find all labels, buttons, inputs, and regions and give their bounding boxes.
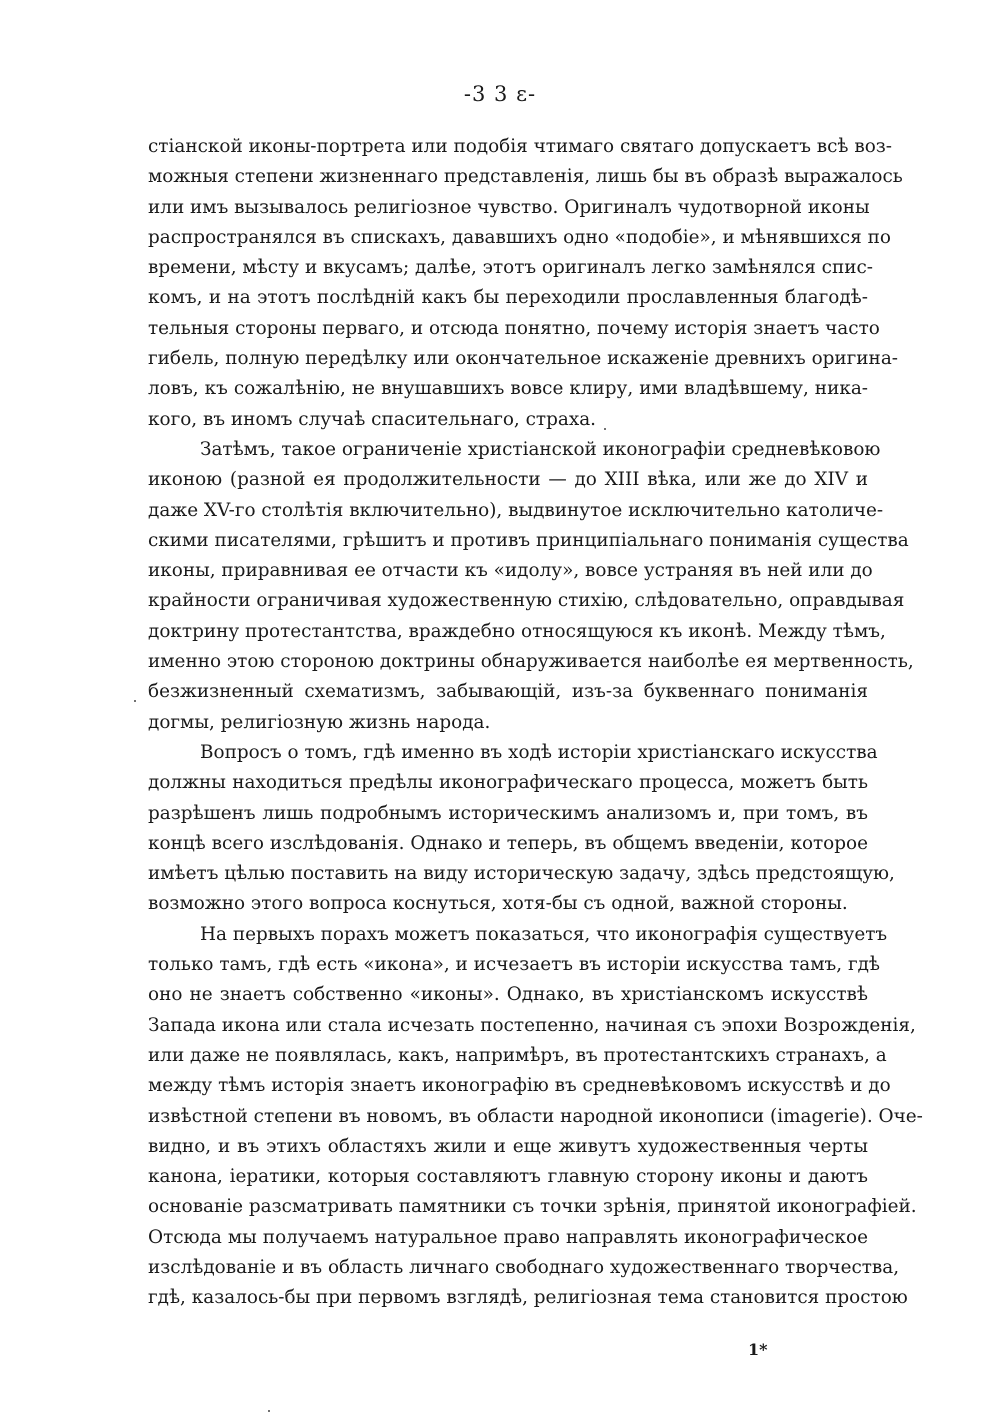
text-line: имѣетъ цѣлью поставить на виду историческую задачу, здѣсь предстоящую, [148,863,895,885]
signature-mark: 1* [748,1340,768,1359]
text-line: ловъ, къ сожалѣнію, не внушавшихъ вовсе клиру, ими владѣвшему, ника- [148,378,868,400]
text-line: Отсюда мы получаемъ натуральное право направлять иконографическое [148,1226,868,1248]
text-line: тельныя стороны перваго, и отсюда понятно, почему исторія знаетъ часто [148,317,880,339]
text-line: концѣ всего изслѣдованія. Однако и теперь, въ общемъ введеніи, которое [148,832,868,854]
text-line: распространялся въ спискахъ, дававшихъ одно «подобіе», и мѣнявшихся по [148,226,891,248]
text-line: между тѣмъ исторія знаетъ иконографію въ средневѣковомъ искусствѣ и до [148,1075,891,1097]
text-line: видно, и въ этихъ областяхъ жили и еще живутъ художественныя черты [148,1135,868,1157]
paragraph [148,435,914,738]
print-speck [268,1410,270,1412]
text-line: стіанской иконы-портрета или подобія чтимаго святаго допускаетъ всѣ воз- [148,136,893,157]
body-text [148,132,923,1314]
text-line: Затѣмъ, такое ограниченіе христіанской иконографіи средневѣковою [200,438,881,460]
text-line: канона, іератики, которыя составляютъ главную сторону иконы и даютъ [148,1166,868,1188]
text-line: только тамъ, гдѣ есть «икона», и исчезаетъ въ исторіи искусства тамъ, гдѣ [148,954,880,976]
text-line: догмы, религіозную жизнь народа. [148,711,491,733]
text-line: На первыхъ порахъ можетъ показаться, что иконографія существуетъ [200,923,888,945]
paragraph [148,738,895,920]
text-line: скими писателями, грѣшитъ и противъ принципіальнаго пониманія существа [148,529,909,551]
text-line: извѣстной степени въ новомъ, въ области народной иконописи (imagerie). Оче- [148,1105,923,1127]
text-line: можныя степени жизненнаго представленія, лишь бы въ образѣ выражалось [148,166,903,188]
text-line: именно этою стороною доктрины обнаруживается наиболѣе ея мертвенность, [148,651,914,673]
text-line: Запада икона или стала исчезать постепенно, начиная съ эпохи Возрожденія, [148,1014,916,1036]
print-speck [134,700,136,702]
text-line: иконою (разной ея продолжительности — до XIII вѣка, или же до XIV и [148,469,868,491]
text-line: кого, въ иномъ случаѣ спасительнаго, страха. [148,408,597,430]
text-line: гдѣ, казалось-бы при первомъ взглядѣ, религіозная тема становится простою [148,1287,908,1309]
text-line: оно не знаетъ собственно «иконы». Однако, въ христіанскомъ искусствѣ [148,984,868,1006]
text-line: или даже не появлялась, какъ, напримѣръ, въ протестантскихъ странахъ, а [148,1044,887,1066]
text-line: гибель, полную передѣлку или окончательное искаженіе древнихъ оригина- [148,348,898,370]
paragraph [148,920,923,1314]
text-line: Вопросъ о томъ, гдѣ именно въ ходѣ исторіи христіанскаго искусства [200,741,878,763]
paragraph [148,132,903,435]
text-line: должны находиться предѣлы иконографическаго процесса, можетъ быть [148,772,868,794]
text-line: возможно этого вопроса коснуться, хотя-бы съ одной, важной стороны. [148,893,848,915]
text-line: времени, мѣсту и вкусамъ; далѣе, этотъ оригиналъ легко замѣнялся спис- [148,257,873,279]
text-line: основаніе разсматривать памятники съ точки зрѣнія, принятой иконографіей. [148,1196,917,1218]
text-line: комъ, и на этотъ послѣдній какъ бы переходили прославленныя благодѣ- [148,287,868,309]
text-line: разрѣшенъ лишь подробнымъ историческимъ анализомъ и, при томъ, въ [148,802,868,824]
text-line: безжизненный схематизмъ, забывающій, изъ-за буквеннаго пониманія [148,681,868,703]
text-line: крайности ограничивая художественную стихію, слѣдовательно, оправдывая [148,590,905,612]
print-speck [604,428,606,430]
text-line: или имъ вызывалось религіозное чувство. Оригиналъ чудотворной иконы [148,196,870,218]
text-line: доктрину протестантства, враждебно относящуюся къ иконѣ. Между тѣмъ, [148,620,886,642]
text-line: даже XV-го столѣтія включительно), выдвинутое исключительно католиче- [148,499,884,521]
page-number: -3 3 ε- [463,82,537,106]
text-line: иконы, приравнивая ее отчасти къ «идолу», вовсе устраняя въ ней или до [148,560,873,582]
text-line: изслѣдованіе и въ область личнаго свободнаго художественнаго творчества, [148,1256,900,1278]
